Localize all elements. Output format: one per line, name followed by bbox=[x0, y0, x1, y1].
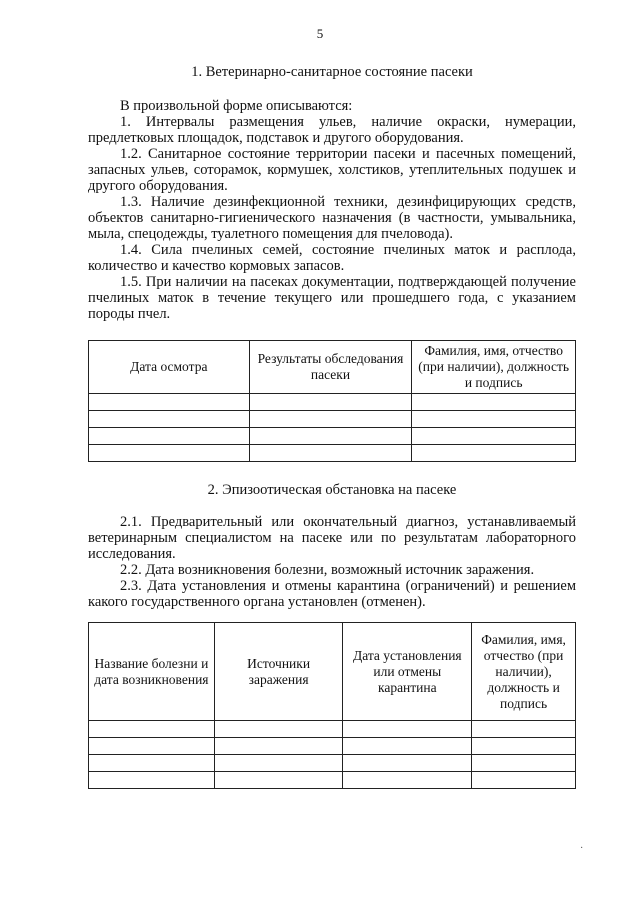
epizootic-table-header bbox=[89, 623, 576, 721]
inspection-table bbox=[88, 340, 576, 462]
section-1-item-2: 1.2. Санитарное состояние территории пасеки и пасечных помещений, запасных ульев, сотoрамок, кормушек, холстиков, утеплительных подушек и другого оборудования. bbox=[88, 146, 576, 194]
section-1-item-5: 1.5. При наличии на пасеках документации, подтверждающей получение пчелиных маток в течение текущего или прошедшего года, с указанием породы пчел. bbox=[88, 274, 576, 322]
inspection-table-header bbox=[89, 341, 576, 394]
table-row bbox=[89, 721, 576, 738]
page-number: 5 bbox=[316, 26, 324, 41]
section-2-title: 2. Эпизоотическая обстановка на пасеке bbox=[207, 482, 457, 498]
section-2-item-1: 2.1. Предварительный или окончательный диагноз, устанавливаемый ветеринарным специалистом на пасеке или по результатам лабораторного исследования. bbox=[88, 514, 576, 562]
section-1-item-3: 1.3. Наличие дезинфекционной техники, дезинфицирующих средств, объектов санитарно-гигиенического назначения (в частности, умывальника, мыла, спецодежды, туалетного помещения для пчеловода). bbox=[88, 194, 576, 242]
epizootic-col-quarantine: Дата установления или отмены карантина bbox=[343, 623, 472, 721]
epizootic-table bbox=[88, 622, 576, 789]
table-row bbox=[89, 394, 576, 411]
section-2-item-3: 2.3. Дата установления и отмены карантина (ограничений) и решением какого государственного органа установлен (отменен). bbox=[88, 578, 576, 610]
table-row bbox=[89, 411, 576, 428]
epizootic-col-sources: Источники заражения bbox=[214, 623, 343, 721]
section-1-item-4: 1.4. Сила пчелиных семей, состояние пчелиных маток и расплода, количество и качество кормовых запасов. bbox=[88, 242, 576, 274]
epizootic-col-signature: Фамилия, имя, отчество (при наличии), должность и подпись bbox=[472, 623, 576, 721]
epizootic-col-disease: Название болезни и дата возникновения bbox=[89, 623, 215, 721]
inspection-col-signature: Фамилия, имя, отчество (при наличии), должность и подпись bbox=[412, 341, 576, 394]
section-2-body bbox=[88, 514, 576, 610]
inspection-col-results: Результаты обследования пасеки bbox=[249, 341, 412, 394]
table-row bbox=[89, 738, 576, 755]
table-row bbox=[89, 772, 576, 789]
table-row bbox=[89, 445, 576, 462]
table-row bbox=[89, 428, 576, 445]
section-1-title: 1. Ветеринарно-санитарное состояние пасеки bbox=[191, 64, 473, 80]
section-2-item-2: 2.2. Дата возникновения болезни, возможный источник заражения. bbox=[120, 562, 535, 578]
table-row bbox=[89, 755, 576, 772]
section-1-intro: В произвольной форме описываются: bbox=[120, 98, 353, 114]
scan-speck: · bbox=[580, 843, 584, 854]
section-1-item-1: 1. Интервалы размещения ульев, наличие окраски, нумерации, предлетковых площадок, подставок и другого оборудования. bbox=[88, 114, 576, 146]
inspection-col-date: Дата осмотра bbox=[89, 341, 250, 394]
section-1-body bbox=[88, 98, 576, 322]
